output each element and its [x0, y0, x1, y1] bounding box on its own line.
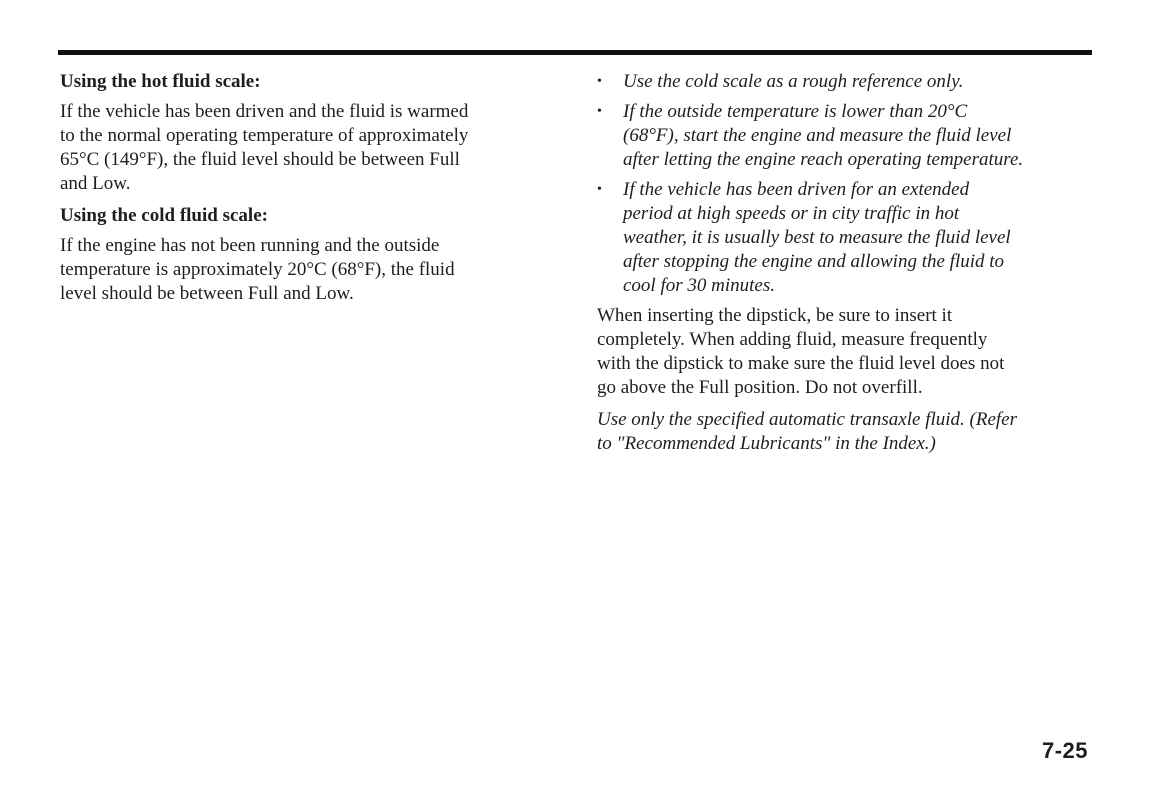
text-line: 65°C (149°F), the fluid level should be between Full — [60, 149, 460, 170]
fluid-note — [597, 408, 1097, 456]
text-line: If the vehicle has been driven and the fluid is warmed — [60, 101, 469, 122]
dipstick-paragraph — [597, 304, 1097, 400]
text-line: weather, it is usually best to measure the fluid level — [623, 227, 1011, 248]
text-line: with the dipstick to make sure the fluid level does not — [597, 353, 1005, 374]
bullet-item — [597, 100, 1097, 172]
text-line: Use only the specified automatic transaxle fluid. (Refer — [597, 409, 1018, 430]
text-line: after letting the engine reach operating temperature. — [623, 149, 1024, 170]
text-line: after stopping the engine and allowing the fluid to — [623, 251, 1005, 272]
bullet-icon: • — [597, 74, 602, 89]
text-line: When inserting the dipstick, be sure to insert it — [597, 305, 953, 326]
bullet-item — [597, 178, 1097, 298]
bullet-icon: • — [597, 104, 602, 119]
text-line: If the vehicle has been driven for an extended — [623, 179, 970, 200]
text-line: Use the cold scale as a rough reference only. — [623, 71, 964, 92]
text-line: to "Recommended Lubricants" in the Index.) — [597, 433, 936, 454]
hot-fluid-paragraph — [60, 100, 550, 196]
text-line: level should be between Full and Low. — [60, 283, 354, 304]
text-line: to the normal operating temperature of approximately — [60, 125, 469, 146]
bullet-icon: • — [597, 182, 602, 197]
cold-fluid-paragraph — [60, 234, 550, 306]
text-line: If the outside temperature is lower than 20°C — [623, 101, 968, 122]
page-number: 7-25 — [1041, 738, 1088, 763]
bullet-item — [597, 70, 1097, 94]
top-rule — [58, 50, 1092, 55]
cold-fluid-heading: Using the cold fluid scale: — [60, 205, 268, 226]
text-line: go above the Full position. Do not overfill. — [597, 377, 923, 398]
text-line: (68°F), start the engine and measure the fluid level — [623, 125, 1012, 146]
text-line: temperature is approximately 20°C (68°F), the fluid — [60, 259, 455, 280]
text-line: period at high speeds or in city traffic in hot — [623, 203, 960, 224]
text-line: cool for 30 minutes. — [623, 275, 775, 296]
text-line: completely. When adding fluid, measure frequently — [597, 329, 988, 350]
bullet-list — [597, 70, 1097, 298]
left-column — [60, 70, 550, 314]
text-line: If the engine has not been running and the outside — [60, 235, 440, 256]
right-column — [597, 70, 1097, 456]
text-line: and Low. — [60, 173, 131, 194]
hot-fluid-heading: Using the hot fluid scale: — [60, 71, 261, 92]
